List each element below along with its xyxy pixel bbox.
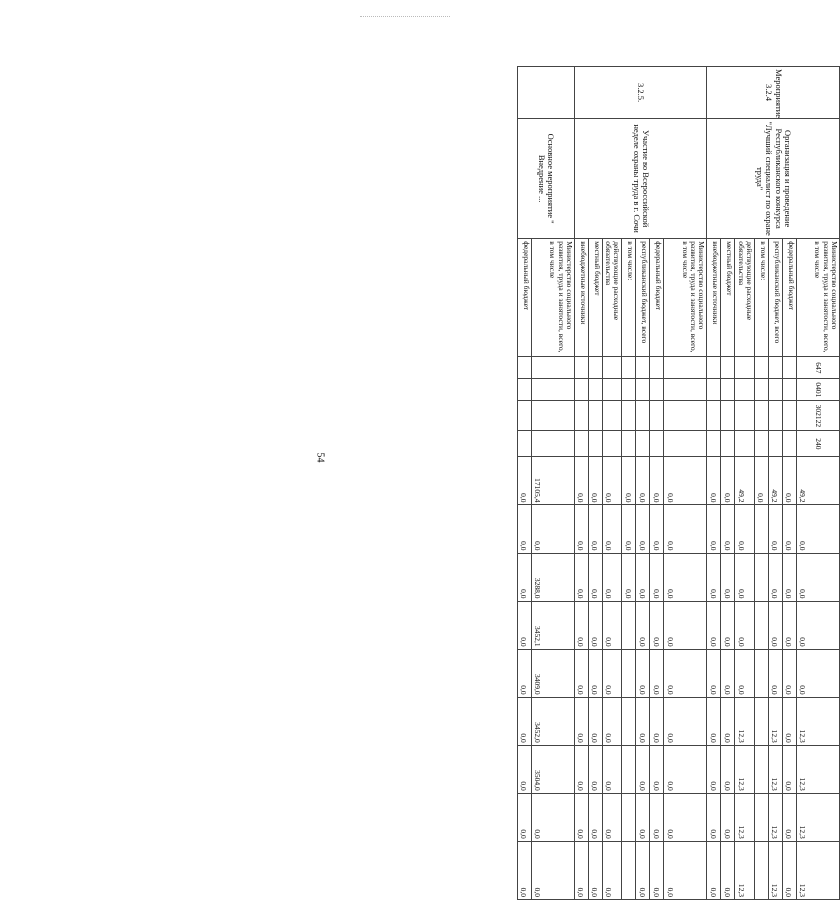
value-cell: 0,0	[603, 457, 623, 505]
code-cell-csr	[755, 401, 769, 431]
row-label: внебюджетные источники	[707, 239, 721, 357]
value-cell: 0,0	[650, 745, 664, 793]
value-cell: 12,3	[797, 697, 840, 745]
value-cell: 0,0	[707, 841, 721, 899]
code-cell-vr	[769, 431, 783, 457]
value-cell: 12,3	[735, 697, 755, 745]
value-cell: 0,0	[721, 697, 735, 745]
code-cell-rz	[532, 379, 575, 401]
value-cell: 0,0	[783, 553, 797, 601]
code-cell-vr	[575, 431, 589, 457]
code-cell-csr	[532, 401, 575, 431]
value-cell: 0,0	[603, 505, 623, 553]
value-cell	[755, 697, 769, 745]
code-cell-csr	[622, 401, 636, 431]
block-title: Организация и проведение Республиканского конкурса "Лучший специалист по охране труда"	[707, 119, 840, 239]
code-cell-vr	[783, 431, 797, 457]
code-cell-grbs	[783, 357, 797, 379]
value-cell: 0,0	[783, 457, 797, 505]
code-cell-vr: 240	[797, 431, 840, 457]
code-cell-rz	[603, 379, 623, 401]
row-label: в том числе:	[755, 239, 769, 357]
value-cell: 0,0	[518, 505, 532, 553]
value-cell: 0,0	[650, 793, 664, 841]
code-cell-vr	[707, 431, 721, 457]
code-cell-vr	[755, 431, 769, 457]
code-cell-grbs	[636, 357, 650, 379]
code-cell-vr	[664, 431, 707, 457]
code-cell-vr	[532, 431, 575, 457]
value-cell: 0,0	[518, 457, 532, 505]
value-cell: 3504,0	[532, 745, 575, 793]
value-cell: 0,0	[636, 745, 650, 793]
value-cell: 0,0	[783, 505, 797, 553]
value-cell: 0,0	[707, 601, 721, 649]
code-cell-rz	[650, 379, 664, 401]
value-cell	[622, 745, 636, 793]
value-cell: 0,0	[783, 841, 797, 899]
value-cell: 0,0	[707, 553, 721, 601]
value-cell: 0,0	[532, 793, 575, 841]
value-cell: 0,0	[707, 649, 721, 697]
value-cell: 3409,0	[532, 649, 575, 697]
value-cell: 0,0	[589, 553, 603, 601]
code-cell-grbs	[518, 357, 532, 379]
code-cell-grbs	[622, 357, 636, 379]
value-cell: 0,0	[589, 697, 603, 745]
code-cell-csr	[783, 401, 797, 431]
code-cell-vr	[721, 431, 735, 457]
value-cell: 0,0	[769, 601, 783, 649]
code-cell-rz	[664, 379, 707, 401]
row-label: федеральный бюджет	[518, 239, 532, 357]
value-cell: 12,3	[735, 745, 755, 793]
value-cell: 12,3	[735, 793, 755, 841]
value-cell: 0,0	[664, 793, 707, 841]
value-cell: 3452,1	[532, 601, 575, 649]
code-cell-grbs	[755, 357, 769, 379]
code-cell-csr	[636, 401, 650, 431]
value-cell: 0,0	[636, 553, 650, 601]
value-cell: 0,0	[755, 457, 769, 505]
value-cell: 0,0	[650, 505, 664, 553]
value-cell: 0,0	[721, 649, 735, 697]
rotated-table-wrapper	[76, 66, 840, 900]
code-cell-rz	[622, 379, 636, 401]
value-cell: 0,0	[650, 649, 664, 697]
value-cell: 0,0	[735, 505, 755, 553]
value-cell: 0,0	[797, 649, 840, 697]
value-cell: 0,0	[783, 793, 797, 841]
code-cell-grbs	[650, 357, 664, 379]
code-cell-grbs	[532, 357, 575, 379]
row-label: Министерство социального развития, труда и занятости, всего, в том числе	[532, 239, 575, 357]
block-title: Основное мероприятие " Внедрение ...	[518, 119, 575, 239]
code-cell-csr	[664, 401, 707, 431]
table-row	[532, 67, 575, 900]
value-cell: 0,0	[603, 649, 623, 697]
value-cell	[622, 841, 636, 899]
code-cell-rz	[783, 379, 797, 401]
value-cell: 0,0	[721, 457, 735, 505]
value-cell: 0,0	[650, 841, 664, 899]
value-cell: 49,2	[797, 457, 840, 505]
code-cell-grbs	[721, 357, 735, 379]
value-cell: 0,0	[518, 601, 532, 649]
value-cell: 0,0	[518, 697, 532, 745]
value-cell	[755, 649, 769, 697]
value-cell: 0,0	[518, 649, 532, 697]
code-cell-rz	[518, 379, 532, 401]
code-cell-rz	[636, 379, 650, 401]
value-cell: 0,0	[769, 553, 783, 601]
code-cell-csr: 302122	[797, 401, 840, 431]
value-cell: 0,0	[797, 505, 840, 553]
value-cell	[755, 745, 769, 793]
value-cell: 0,0	[603, 841, 623, 899]
code-cell-csr	[650, 401, 664, 431]
value-cell: 0,0	[636, 697, 650, 745]
code-cell-vr	[735, 431, 755, 457]
value-cell: 0,0	[636, 841, 650, 899]
value-cell: 0,0	[664, 553, 707, 601]
value-cell: 0,0	[603, 697, 623, 745]
value-cell: 0,0	[575, 697, 589, 745]
value-cell: 0,0	[518, 841, 532, 899]
value-cell: 3452,0	[532, 697, 575, 745]
row-label: местный бюджет	[721, 239, 735, 357]
value-cell: 12,3	[769, 745, 783, 793]
value-cell: 0,0	[636, 601, 650, 649]
value-cell	[755, 505, 769, 553]
value-cell: 0,0	[636, 793, 650, 841]
row-label: Министерство социального развития, труда и занятости, всего, в том числе	[664, 239, 707, 357]
value-cell: 0,0	[532, 505, 575, 553]
code-cell-rz	[575, 379, 589, 401]
code-cell-rz: 0401	[797, 379, 840, 401]
value-cell: 0,0	[603, 793, 623, 841]
code-cell-csr	[707, 401, 721, 431]
value-cell: 0,0	[707, 745, 721, 793]
value-cell: 0,0	[603, 745, 623, 793]
value-cell: 12,3	[769, 793, 783, 841]
code-cell-grbs	[707, 357, 721, 379]
value-cell	[755, 601, 769, 649]
value-cell: 0,0	[721, 745, 735, 793]
row-label: действующие расходные обязательства	[735, 239, 755, 357]
value-cell: 0,0	[589, 649, 603, 697]
value-cell: 3288,0	[532, 553, 575, 601]
value-cell: 0,0	[603, 553, 623, 601]
row-label: в том числе:	[622, 239, 636, 357]
code-cell-vr	[589, 431, 603, 457]
code-cell-grbs	[735, 357, 755, 379]
value-cell: 12,3	[797, 793, 840, 841]
block-code	[518, 67, 575, 119]
code-cell-csr	[735, 401, 755, 431]
value-cell: 0,0	[622, 457, 636, 505]
value-cell: 0,0	[589, 841, 603, 899]
value-cell	[755, 841, 769, 899]
row-label: федеральный бюджет	[783, 239, 797, 357]
value-cell: 0,0	[636, 649, 650, 697]
value-cell: 0,0	[589, 745, 603, 793]
value-cell: 0,0	[783, 745, 797, 793]
value-cell	[622, 697, 636, 745]
code-cell-rz	[707, 379, 721, 401]
value-cell: 0,0	[664, 745, 707, 793]
value-cell: 0,0	[575, 649, 589, 697]
code-cell-vr	[622, 431, 636, 457]
value-cell: 0,0	[721, 841, 735, 899]
value-cell: 0,0	[664, 457, 707, 505]
value-cell: 0,0	[797, 601, 840, 649]
code-cell-vr	[603, 431, 623, 457]
value-cell: 0,0	[664, 505, 707, 553]
code-cell-grbs: 647	[797, 357, 840, 379]
block-code: Мероприятие 3.2.4	[707, 67, 840, 119]
value-cell: 0,0	[650, 697, 664, 745]
value-cell	[755, 553, 769, 601]
value-cell: 0,0	[636, 505, 650, 553]
value-cell: 0,0	[650, 457, 664, 505]
value-cell: 0,0	[769, 649, 783, 697]
value-cell: 0,0	[735, 601, 755, 649]
value-cell: 0,0	[636, 457, 650, 505]
code-cell-rz	[769, 379, 783, 401]
code-cell-vr	[518, 431, 532, 457]
value-cell: 0,0	[707, 457, 721, 505]
row-label: внебюджетные источники	[575, 239, 589, 357]
value-cell: 0,0	[721, 601, 735, 649]
code-cell-csr	[575, 401, 589, 431]
value-cell: 0,0	[518, 553, 532, 601]
code-cell-grbs	[603, 357, 623, 379]
value-cell: 12,3	[769, 697, 783, 745]
budget-table-body	[518, 67, 840, 900]
value-cell: 49,2	[735, 457, 755, 505]
code-cell-vr	[650, 431, 664, 457]
value-cell: 0,0	[589, 505, 603, 553]
value-cell: 0,0	[575, 457, 589, 505]
value-cell: 0,0	[707, 793, 721, 841]
value-cell: 0,0	[769, 505, 783, 553]
row-label: Министерство социального развития, труда и занятости, всего, в том числе	[797, 239, 840, 357]
value-cell: 0,0	[797, 553, 840, 601]
value-cell: 0,0	[589, 457, 603, 505]
value-cell: 0,0	[650, 553, 664, 601]
value-cell: 0,0	[603, 601, 623, 649]
code-cell-grbs	[575, 357, 589, 379]
code-cell-rz	[589, 379, 603, 401]
value-cell: 0,0	[664, 601, 707, 649]
code-cell-rz	[735, 379, 755, 401]
value-cell: 0,0	[783, 601, 797, 649]
value-cell: 0,0	[664, 841, 707, 899]
value-cell: 0,0	[518, 745, 532, 793]
row-label: республиканский бюджет, всего	[769, 239, 783, 357]
value-cell: 0,0	[707, 505, 721, 553]
row-label: республиканский бюджет, всего	[636, 239, 650, 357]
code-cell-grbs	[589, 357, 603, 379]
value-cell: 0,0	[589, 601, 603, 649]
value-cell: 12,3	[735, 841, 755, 899]
code-cell-vr	[636, 431, 650, 457]
value-cell: 12,3	[797, 841, 840, 899]
code-cell-csr	[769, 401, 783, 431]
block-title: Участие во Всероссийской неделе охраны труда в г. Сочи	[575, 119, 708, 239]
value-cell	[622, 793, 636, 841]
value-cell: 12,3	[769, 841, 783, 899]
value-cell: 0,0	[735, 649, 755, 697]
code-cell-grbs	[664, 357, 707, 379]
page-number: 54	[314, 452, 326, 463]
value-cell	[622, 601, 636, 649]
value-cell: 0,0	[664, 649, 707, 697]
code-cell-csr	[589, 401, 603, 431]
value-cell: 0,0	[721, 793, 735, 841]
value-cell: 0,0	[721, 553, 735, 601]
value-cell: 0,0	[622, 553, 636, 601]
budget-table-container	[76, 66, 840, 900]
value-cell	[755, 793, 769, 841]
value-cell: 0,0	[721, 505, 735, 553]
code-cell-grbs	[769, 357, 783, 379]
value-cell: 0,0	[783, 649, 797, 697]
code-cell-csr	[721, 401, 735, 431]
value-cell: 12,3	[797, 745, 840, 793]
value-cell: 0,0	[622, 505, 636, 553]
budget-table	[517, 66, 840, 900]
table-row	[797, 67, 840, 900]
value-cell: 0,0	[575, 601, 589, 649]
block-code: 3.2.5.	[575, 67, 708, 119]
value-cell: 0,0	[518, 793, 532, 841]
value-cell: 0,0	[589, 793, 603, 841]
code-cell-rz	[755, 379, 769, 401]
value-cell	[622, 649, 636, 697]
value-cell: 49,2	[769, 457, 783, 505]
code-cell-rz	[721, 379, 735, 401]
value-cell: 0,0	[575, 841, 589, 899]
value-cell: 0,0	[783, 697, 797, 745]
value-cell: 0,0	[575, 505, 589, 553]
row-label: местный бюджет	[589, 239, 603, 357]
value-cell: 0,0	[735, 553, 755, 601]
value-cell: 0,0	[575, 745, 589, 793]
code-cell-csr	[603, 401, 623, 431]
value-cell: 0,0	[707, 697, 721, 745]
value-cell: 17105,4	[532, 457, 575, 505]
row-label: федеральный бюджет	[650, 239, 664, 357]
code-cell-csr	[518, 401, 532, 431]
row-label: действующие расходные обязательства	[603, 239, 623, 357]
value-cell: 0,0	[575, 553, 589, 601]
value-cell: 0,0	[650, 601, 664, 649]
value-cell: 0,0	[575, 793, 589, 841]
scan-artifact	[360, 16, 450, 19]
value-cell: 0,0	[532, 841, 575, 899]
table-row	[664, 67, 707, 900]
value-cell: 0,0	[664, 697, 707, 745]
